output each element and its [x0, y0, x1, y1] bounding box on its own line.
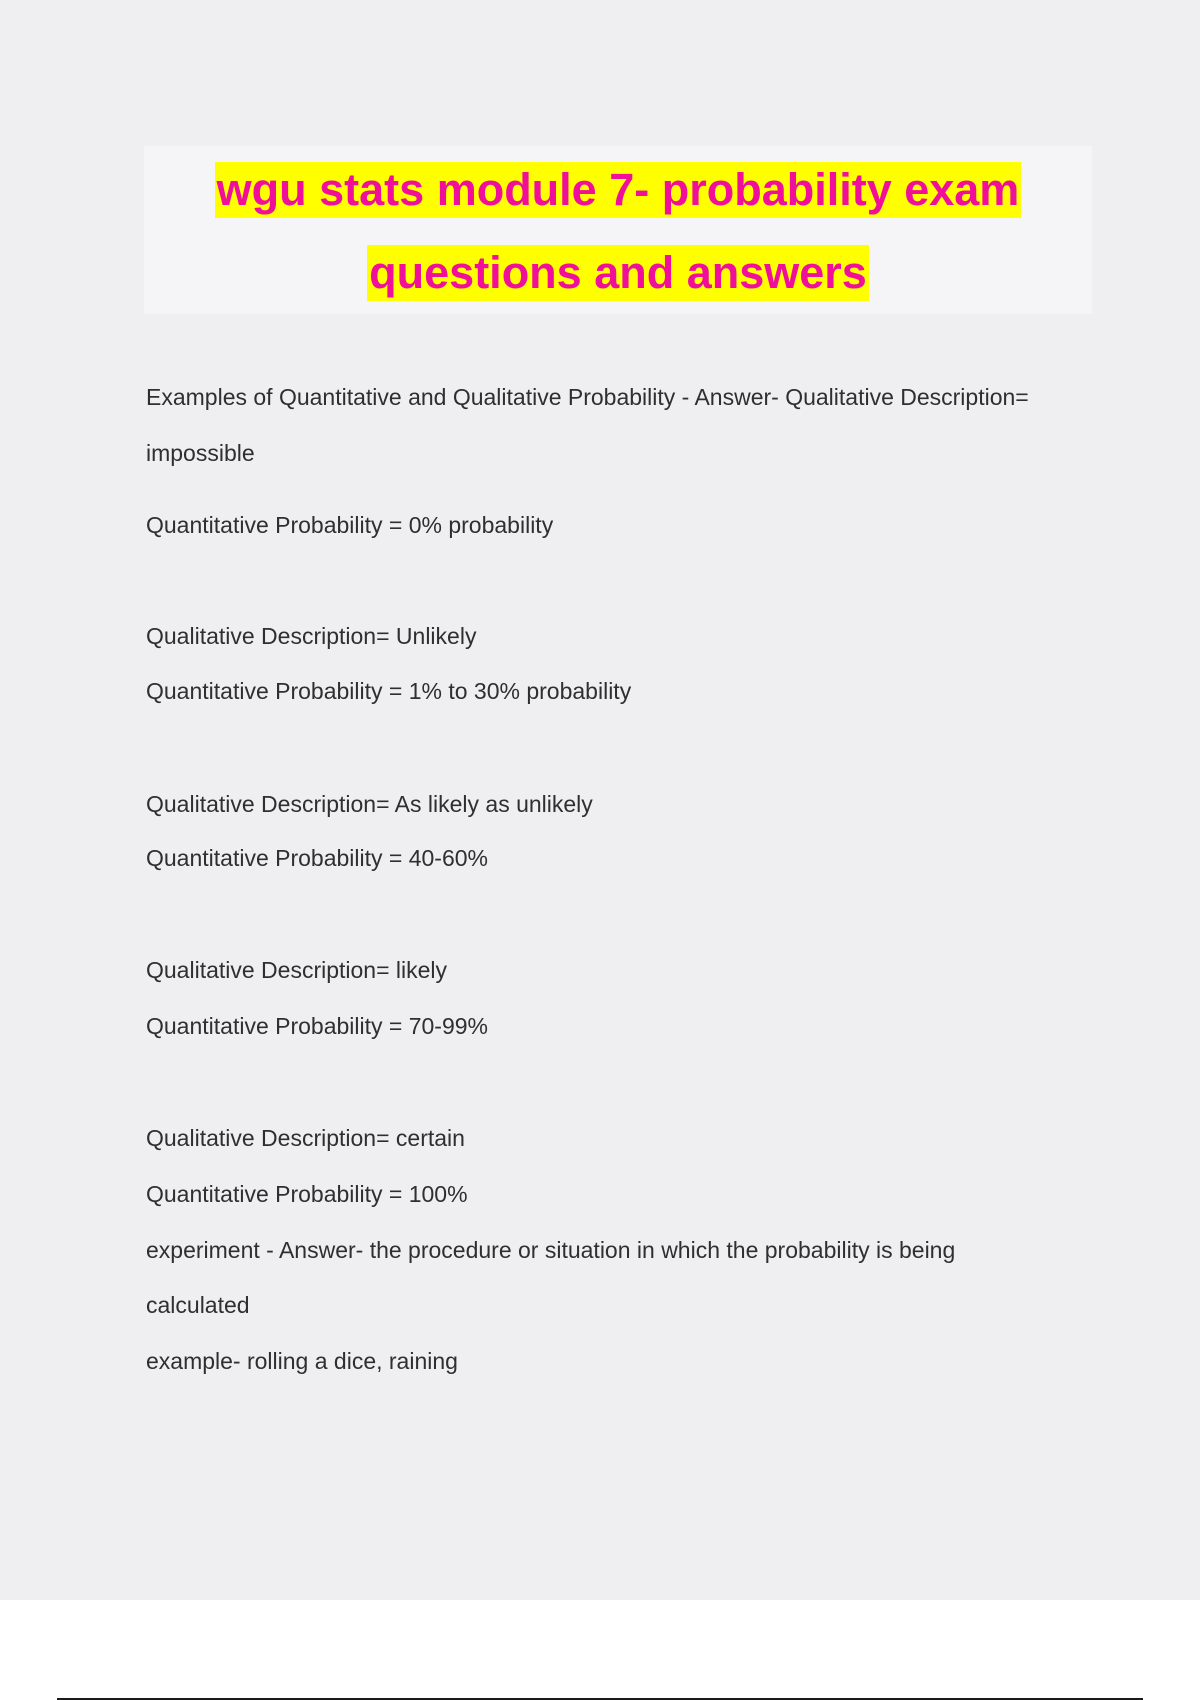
page-footer — [0, 1600, 1200, 1700]
body-line: Examples of Quantitative and Qualitative Probability - Answer- Qualitative Description= — [146, 384, 1029, 410]
body-line: Qualitative Description= likely — [146, 957, 448, 983]
body-line: calculated — [146, 1292, 250, 1318]
body-line: Quantitative Probability = 1% to 30% probability — [146, 678, 632, 704]
body-line: impossible — [146, 440, 255, 466]
document-title-line-2: questions and answers — [367, 245, 869, 301]
body-line: experiment - Answer- the procedure or situation in which the probability is being — [146, 1237, 956, 1263]
document-title-line-1: wgu stats module 7- probability exam — [215, 162, 1022, 218]
body-line: Qualitative Description= certain — [146, 1125, 465, 1151]
body-line: Qualitative Description= As likely as unlikely — [146, 791, 593, 817]
body-line: Quantitative Probability = 100% — [146, 1181, 468, 1207]
body-line: Qualitative Description= Unlikely — [146, 623, 477, 649]
body-line: example- rolling a dice, raining — [146, 1348, 458, 1374]
title-box — [144, 146, 1092, 314]
body-line: Quantitative Probability = 0% probability — [146, 512, 554, 538]
body-line: Quantitative Probability = 40-60% — [146, 845, 489, 871]
body-line: Quantitative Probability = 70-99% — [146, 1013, 489, 1039]
